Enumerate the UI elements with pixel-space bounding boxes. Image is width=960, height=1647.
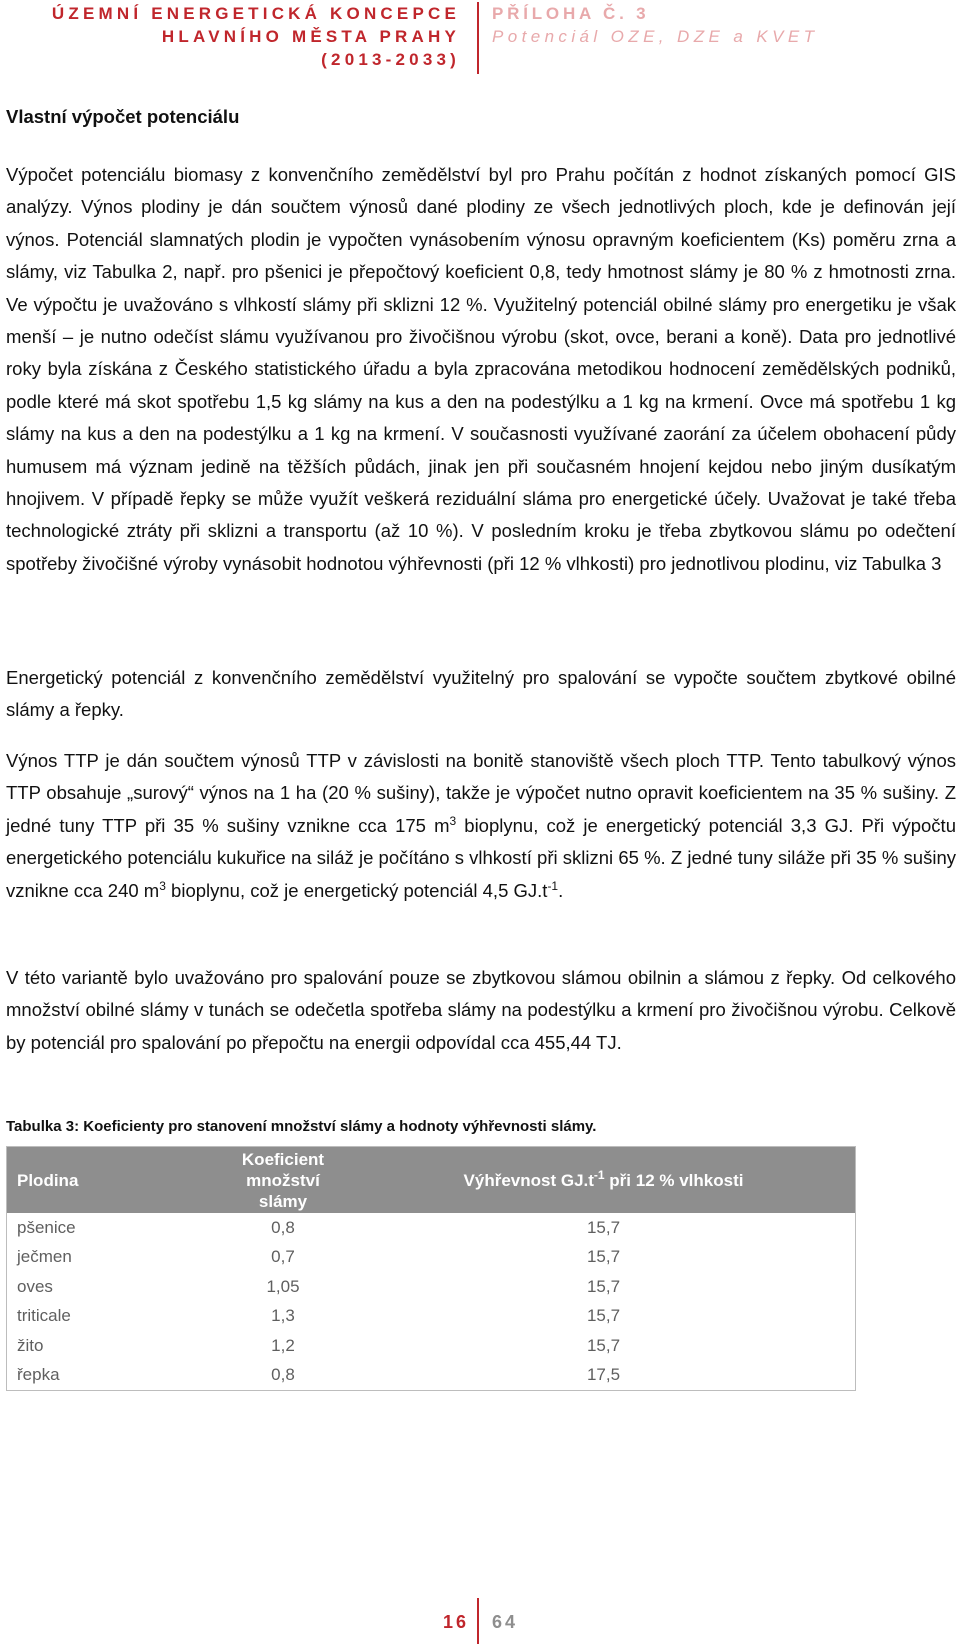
superscript-minus-one: -1 [547,878,559,893]
page-number-current: 16 [442,1612,469,1632]
footer-divider [477,1598,479,1644]
cell-vyhrevnost: 15,7 [586,1217,621,1237]
straw-coefficients-table [6,1146,856,1391]
appendix-subtitle: Potenciál OZE, DZE a KVET [492,27,819,46]
table-row [7,1213,856,1243]
table-row [7,1272,856,1302]
header-plodina: Plodina [7,1147,215,1214]
appendix-label: PŘÍLOHA Č. 3 [492,4,650,23]
ttp-text-d: . [558,879,564,901]
header-koeficient-line2: množství [246,1170,320,1190]
header-title-years: (2013-2033) [321,50,460,69]
superscript-m3-b: 3 [159,878,166,893]
cell-koeficient: 0,7 [271,1247,295,1267]
cell-plodina: oves [17,1276,53,1296]
cell-koeficient: 0,8 [271,1217,295,1237]
header-title-line2: HLAVNÍHO MĚSTA PRAHY [161,27,460,46]
cell-vyhrevnost: 15,7 [586,1276,621,1296]
table-header-row [7,1147,856,1214]
cell-koeficient: 1,05 [266,1276,300,1296]
cell-koeficient: 0,8 [271,1365,295,1385]
cell-vyhrevnost: 15,7 [586,1247,621,1267]
header-vyhrevnost [352,1147,856,1214]
superscript-m3-a: 3 [449,813,457,828]
page-number-total: 64 [492,1612,519,1632]
cell-plodina: řepka [17,1365,60,1385]
cell-plodina: pšenice [17,1217,76,1237]
table-row [7,1331,856,1361]
cell-vyhrevnost: 15,7 [586,1306,621,1326]
table-row [7,1243,856,1273]
document-header-appendix [492,2,818,48]
cell-plodina: žito [17,1335,44,1355]
header-vyhrevnost-sup: -1 [593,1167,605,1182]
table-row [7,1361,856,1391]
paragraph-energy-potential: Energetický potenciál z konvenčního zemědělství využitelný pro spalování se vypočte součtem zbytkové obilné slámy a řepky. [6,667,956,721]
cell-vyhrevnost: 15,7 [586,1335,621,1355]
table-row [7,1302,856,1332]
paragraph-ttp-yield [6,745,956,907]
document-header-title [52,2,460,71]
paragraph-variant-combustion: V této variantě bylo uvažováno pro spalování pouze se zbytkovou slámou obilnin a slámou z řepky. Od celkového množství obilné slámy v tunách se odečetla spotřeba slámy na podestýlku a krmení pro živočišnou výrobu. Celkově by potenciál pro spalování po přepočtu na energii odpovídal cca 455,44 TJ. [6,967,956,1053]
header-koeficient [214,1147,352,1214]
cell-koeficient: 1,2 [271,1335,295,1355]
header-divider [477,2,479,74]
paragraph-straw-potential: Výpočet potenciálu biomasy z konvenčního zemědělství byl pro Prahu počítán z hodnot získaných pomocí GIS analýzy. Výnos plodiny je dán součtem výnosů dané plodiny ze všech jednotlivých ploch, kde je definován její výnos. Potenciál slamnatých plodin je vypočten vynásobením výnosu opravným koeficientem (Ks) poměru zrna a slámy, viz Tabulka 2, např. pro pšenici je přepočtový koeficient 0,8, tedy hmotnost slámy je 80 % z hmotnosti zrna. Ve výpočtu je uvažováno s vlhkostí slámy při sklizni 12 %. Využitelný potenciál obilné slámy pro energetiku je však menší – je nutno odečíst slámu využívanou pro živočišnou výrobu (skot, ovce, berani a koně). Data pro jednotlivé roky byla získána z Českého statistického úřadu a byla zpracována metodikou hodnocení zemědělských podniků, podle které má skot spotřebu 1,5 kg slámy na kus a den na podestýlku a 1 kg na krmení. Ovce má spotřebu 1 kg slámy na kus a den na podestýlku a 1 kg na krmení. V současnosti využívané zaorání za účelem obohacení půdy humusem má význam jedině na těžších půdách, jinak jen při současném hnojení kejdou nebo jiným dusíkatým hnojivem. V případě řepky se může využít veškerá reziduální sláma pro energetické účely. Uvažovat je také třeba technologické ztráty při sklizni a transportu (až 10 %). V posledním kroku je třeba zbytkovou slámu po odečtení spotřeby živočišné výroby vynásobit hodnotou výhřevnosti (při 12 % vlhkosti) pro jednotlivou plodinu, viz Tabulka 3 [6,164,956,574]
ttp-text-c: bioplynu, což je energetický potenciál 4,5 GJ.t [165,879,548,901]
ttp-text-b: bioplynu, což je energetický potenciál 3,3 GJ. Při výpočtu energetického potenciálu kukuřice na siláž je počítáno s vlhkostí při sklizni 65 %. Z jedné tuny siláže při 35 % sušiny vznikne cca 240 m [6,814,956,901]
cell-vyhrevnost: 17,5 [586,1365,621,1385]
header-vyhrevnost-text: Výhřevnost GJ.t [463,1170,594,1190]
ttp-text-a: Výnos TTP je dán součtem výnosů TTP v závislosti na bonitě stanoviště všech ploch TTP. Tento tabulkový výnos TTP obsahuje „surový“ výnos na 1 ha (20 % sušiny), takže je výpočet nutno opravit koeficientem na 35 % sušiny. Z jedné tuny TTP při 35 % sušiny vznikne cca 175 m [6,750,956,836]
cell-plodina: ječmen [17,1247,72,1267]
header-title-line1: ÚZEMNÍ ENERGETICKÁ KONCEPCE [51,4,460,23]
section-heading: Vlastní výpočet potenciálu [6,106,240,127]
table-caption: Tabulka 3: Koeficienty pro stanovení množství slámy a hodnoty výhřevnosti slámy. [6,1118,597,1135]
cell-koeficient: 1,3 [271,1306,295,1326]
header-koeficient-line1: Koeficient [241,1149,325,1169]
header-koeficient-line3: slámy [258,1191,308,1211]
cell-plodina: triticale [17,1306,71,1326]
header-vyhrevnost-suffix: při 12 % vlhkosti [604,1170,744,1190]
